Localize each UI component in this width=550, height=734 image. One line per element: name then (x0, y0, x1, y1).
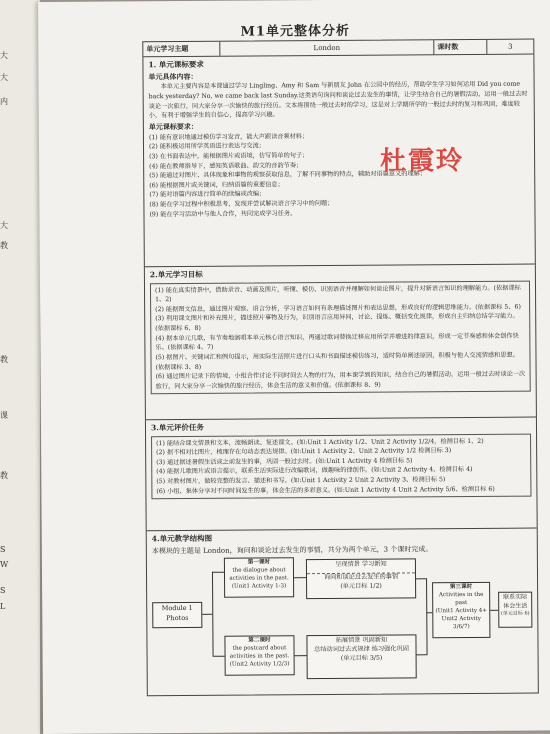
standard-item: (4) 能在教师指导下，感知英语歌曲、韵文的音韵节奏； (149, 161, 303, 170)
mid1-line1: 呈现情景 学习新知 (335, 561, 387, 569)
underlying-char: L (0, 602, 6, 611)
standard-item: (1) 能有意识地通过模仿学习发音，能大声跟读音频材料； (148, 132, 309, 141)
mid2-ref: (单元目标 3/5) (340, 654, 383, 662)
evaluation-item: (4) 能据儿歌图片或语言提示，联系生活实际进行改编歌词，做趣味的律创作。(如:Unit 2 Activity 4、检测目标 4) (156, 466, 473, 476)
mid2-line1: 拓展情景 巩固新知 (335, 637, 388, 645)
lesson1-desc: the dialogue about activities in the past. (229, 567, 289, 582)
standard-item: (9) 能在学习活动中与他人合作，共同完成学习任务。 (149, 209, 297, 218)
lesson1-ref: (Unit1 Activity 1-3) (231, 583, 287, 590)
section-evaluation (146, 418, 537, 532)
underlying-char: 内 (0, 97, 8, 106)
lesson1-title: 第一课时 (247, 559, 271, 567)
standard-item: (3) 在书面表达中，能根据图片或语境，仿写简单的句子； (149, 152, 309, 161)
lessons-value: 3 (508, 42, 513, 51)
standard-item: (5) 能通过对图片、具体现象和事物的观察获取信息，了解不同事物的特点，辅助对语篇意义的理解； (149, 170, 427, 180)
lesson3-desc: Activities in the past (438, 592, 484, 607)
end-box (498, 592, 532, 628)
connector-line (202, 614, 212, 615)
structure-diagram (152, 554, 533, 683)
evaluation-box (151, 433, 531, 499)
mid2-line2: 总结动词过去式规律 练习强化巩固 (314, 645, 409, 654)
objective-item: (2) 能据图文信息，通过图片观察、语言分析，学习语言如何有条理描述图片和表达思想，形成良好的逻辑思维能力。(依据课标 5、6) (155, 303, 521, 314)
page-title: M1单元整体分析 (240, 23, 350, 40)
standard-item: (7) 能对语篇内容进行简单的续编或改编； (149, 190, 266, 199)
lesson2-ref: (Unit2 Activity 1/2/3) (229, 661, 290, 668)
section-heading: 2.单元学习目标 (149, 269, 203, 280)
analysis-table (142, 39, 539, 697)
arrow (417, 655, 427, 656)
underlying-char: 大 (0, 73, 8, 82)
lesson3-title: 第三课时 (449, 584, 473, 591)
evaluation-item: (3) 通过据述暑假生活或之前发生的事，巩固一般过去时。(如:Unit 1 Activity 4 检测目标 5) (156, 457, 413, 467)
arrow (295, 656, 307, 657)
lesson2-box (224, 636, 294, 676)
underlying-char: 教 (0, 355, 8, 364)
lesson1-box (224, 558, 294, 598)
section-heading: 4.单元教学结构图 (151, 533, 213, 544)
underlying-char: 教 (0, 241, 8, 250)
underlying-page (0, 0, 40, 734)
lesson3-box (432, 582, 490, 638)
connector-line (426, 579, 428, 656)
mid2-box (306, 635, 416, 680)
content-paragraph: 本单元主要内容是本课通过学习 Lingling、Amy 和 Sam 与新朋友 John 在公园中的经历，帮助学生学习如何运用 Did you come back yesterday? No, we came back last Sunday.这类语句询问和谈论过去发生的事情，让学生结合自己的暑假活动，运用一般过去时谈论一次旅行，同大家分享一次愉快的旅行经历。文本将围绕一般过去时的学习，这是对上学期所学的一般过去时的复习和巩固，难度较小，有利于增强学生的自信心，提高学习兴趣。 (148, 81, 528, 120)
section-structure (147, 529, 538, 696)
standard-item: (2) 能积极运用所学英语进行表达与交流； (148, 142, 265, 151)
underlying-char: W (0, 560, 9, 569)
standard-item: (6) 能根据图片或关键词，归纳语篇的重要信息； (149, 181, 284, 190)
evaluation-item: (5) 对教材图片，做较完整的发言、描述和书写。(如:Unit 1 Activity 2 Unit 2 Activity 3、检测目标 5) (156, 476, 446, 486)
underlying-char: 大 (0, 51, 8, 60)
connector-line (212, 572, 224, 573)
objective-item: (5) 据图片、关键词汇和例句提示，用实际生活照片进行口头和书面描述模仿练习，适时简单阐述原因，积极与他人交流情感和思想。(依据课标 3、8) (155, 351, 519, 371)
standard-item: (8) 能在学习过程中积极思考，发现并尝试解决语言学习中的问题； (149, 199, 334, 209)
subheading: 单元具体内容： (148, 71, 198, 81)
end-line1: 联系实际 (503, 594, 528, 602)
arrow (490, 610, 498, 611)
connector-line (212, 572, 214, 656)
lessons-label: 课时数 (434, 40, 487, 54)
evaluation-item: (2) 据不相对比图片，梳理存在句动态表达规律。(如:Unit 1 Activity 2、Unit 2 Activity 1/2 检测目标 3) (156, 447, 452, 457)
unit-theme-label: 单元学习主题 (143, 42, 220, 57)
objective-item: (3) 利用课文图片和补充图片，描述照片事物及行为，识别语言应用异同，讨论、提炼、概括变化规律，形成自主归纳总结学习能力。(依据课标 6、8) (155, 313, 519, 333)
module-box (152, 602, 202, 628)
underlying-char: S (0, 586, 6, 595)
lesson3-ref1: (Unit1 Activity 4+ (435, 607, 488, 615)
section-heading: 3.单元评价任务 (150, 422, 204, 433)
evaluation-item: (1) 能结合课文情景和文本，流畅朗读、复述课文。(如:Unit 1 Activity 1/2、Unit 2 Activity 1/2/4，检测目标 1、2) (156, 437, 484, 447)
module-label: Module 1 Photos (161, 604, 193, 622)
mid1-box (306, 559, 416, 600)
arrow (416, 579, 426, 580)
section-standards (143, 55, 534, 268)
objective-item: (4) 据本单元几歌，有节奏地演唱本单元核心语言知识，再通过歌词替换迁移应用所学并增进的律意识，形成一定节奏感和体会创作快乐。(依据课标 4、7) (155, 332, 519, 352)
section-objectives (145, 265, 536, 421)
objective-item: (6) 通过图片记录下的情境，小组合作讨论不同时间去人物的行为，用本课学到的知识，结合自己的暑假活动，运用一般过去时谈论一次旅行，同大家分享一次愉快的旅行经历，体会生活的意义和价值。(依据课标 8、9) (155, 370, 526, 390)
mid1-line2: 询问和谈论过去发生的事情 (323, 573, 399, 582)
underlying-char: 课 (0, 411, 8, 420)
unit-theme-value: London (220, 40, 434, 55)
document-page (38, 0, 550, 734)
end-line2: 体会生活 (503, 602, 528, 610)
lesson2-desc: the postcard about activities in the past. (229, 645, 290, 660)
evaluation-item: (6) 小组、集体分享对不同时间发生的事，体会生活的多彩意义。(如:Unit 1 Activity 4 Unit 2 Activity 5/6、检测目标 6) (156, 485, 495, 495)
arrow (294, 578, 306, 579)
subheading: 单元课标要求： (148, 121, 198, 132)
section-heading: 1. 单元课标要求 (148, 59, 204, 70)
objective-item: (1) 能在真实情景中，借助录音、动画及图片，听懂、模仿、识别语音并理解如何谈论图片，提升对新语言知识的理解能力。(依据课标 1、2) (154, 284, 521, 304)
structure-intro: 本模块的主题是 London，询问和谈论过去发生的事情，共分为两个单元，3 个课时完成。 (151, 544, 433, 555)
lesson2-title: 第二课时 (248, 637, 271, 645)
underlying-char: S (0, 545, 6, 554)
connector-line (213, 656, 225, 657)
mid1-ref: (单元目标 1/2) (340, 582, 382, 590)
lesson3-ref2: Unit2 Activity 3/6/7) (441, 615, 481, 630)
underlying-char: 教 (0, 471, 8, 480)
name-stamp: 杜霞玲 (380, 146, 465, 177)
objectives-box (150, 280, 531, 394)
end-ref: (单元目标 6) (500, 610, 530, 618)
underlying-char: 大 (0, 221, 8, 230)
